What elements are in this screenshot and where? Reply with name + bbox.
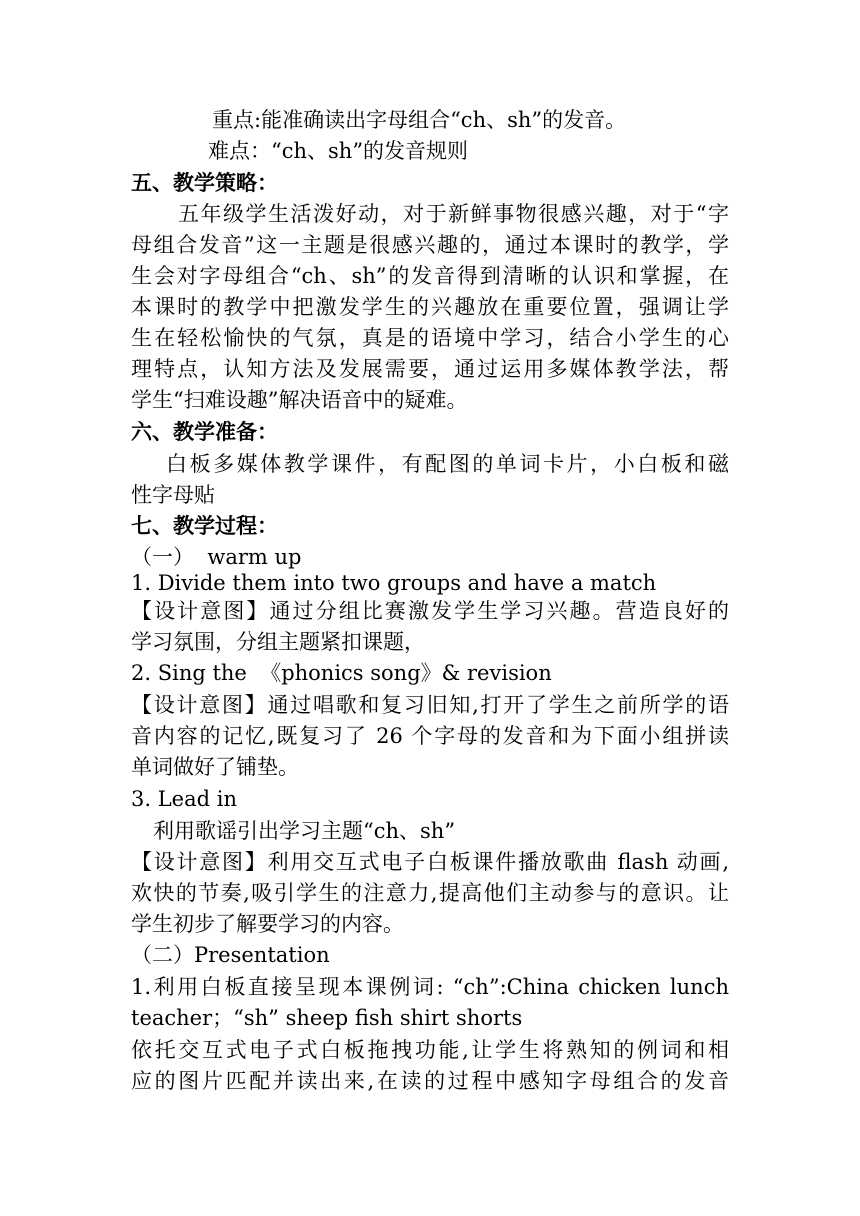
section-5-line-7: 学生“扫难设趣”解决语音中的疑难。 [131,388,468,412]
difficult-point: 难点：“ch、sh”的发音规则 [208,139,469,163]
section-7-heading: 七、教学过程： [131,513,278,538]
section-5-line-1: 五年级学生活泼好动，对于新鲜事物很感兴趣，对于“字 [178,202,729,226]
step-2-intent-line-2: 音内容的记忆,既复习了 26 个字母的发音和为下面小组拼读 [131,724,729,748]
step-3: 3. Lead in [131,787,237,811]
section-6-line-1: 白板多媒体教学课件，有配图的单词卡片，小白板和磁 [166,452,729,476]
step-1-intent-line-1: 【设计意图】通过分组比赛激发学生学习兴趣。营造良好的 [131,599,729,623]
presentation-step-1-line-2: teacher；“sh” sheep fish shirt shorts [131,1006,523,1030]
section-5-line-5: 生在轻松愉快的气氛，真是的语境中学习，结合小学生的心 [131,326,729,350]
step-2-intent-line-3: 单词做好了铺垫。 [131,755,299,779]
key-point: 重点:能准确读出字母组合“ch、sh”的发音。 [212,108,627,132]
section-5-line-4: 本课时的教学中把激发学生的兴趣放在重要位置，强调让学 [131,295,729,319]
step-2: 2. Sing the 《phonics song》& revision [131,661,552,685]
presentation-detail-line-1: 依托交互式电子式白板拖拽功能,让学生将熟知的例词和相 [131,1038,729,1062]
step-3-detail: 利用歌谣引出学习主题“ch、sh” [153,819,456,843]
part-1-title: （一） warm up [131,545,302,569]
section-5-line-3: 生会对字母组合“ch、sh”的发音得到清晰的认识和掌握，在 [131,264,729,288]
section-5-line-2: 母组合发音”这一主题是很感兴趣的，通过本课时的教学，学 [131,233,729,257]
step-2-intent-line-1: 【设计意图】通过唱歌和复习旧知,打开了学生之前所学的语 [131,693,729,717]
step-3-intent-line-1: 【设计意图】利用交互式电子白板课件播放歌曲 flash 动画, [131,850,729,874]
presentation-detail-line-2: 应的图片匹配并读出来,在读的过程中感知字母组合的发音 [131,1069,729,1093]
step-3-intent-line-3: 学生初步了解要学习的内容。 [131,912,404,936]
section-5-heading: 五、教学策略： [131,170,278,195]
section-5-line-6: 理特点，认知方法及发展需要，通过运用多媒体教学法，帮 [131,357,729,381]
presentation-step-1-line-1: 1.利用白板直接呈现本课例词: “ch”:China chicken lunch [131,975,729,999]
section-6-heading: 六、教学准备： [131,419,278,444]
part-2-title: （二）Presentation [131,943,330,967]
section-6-line-2: 性字母贴 [131,483,215,507]
step-1-intent-line-2: 学习氛围，分组主题紧扣课题， [131,630,425,654]
step-3-intent-line-2: 欢快的节奏,吸引学生的注意力,提高他们主动参与的意识。让 [131,881,729,905]
step-1: 1. Divide them into two groups and have a match [131,571,657,595]
